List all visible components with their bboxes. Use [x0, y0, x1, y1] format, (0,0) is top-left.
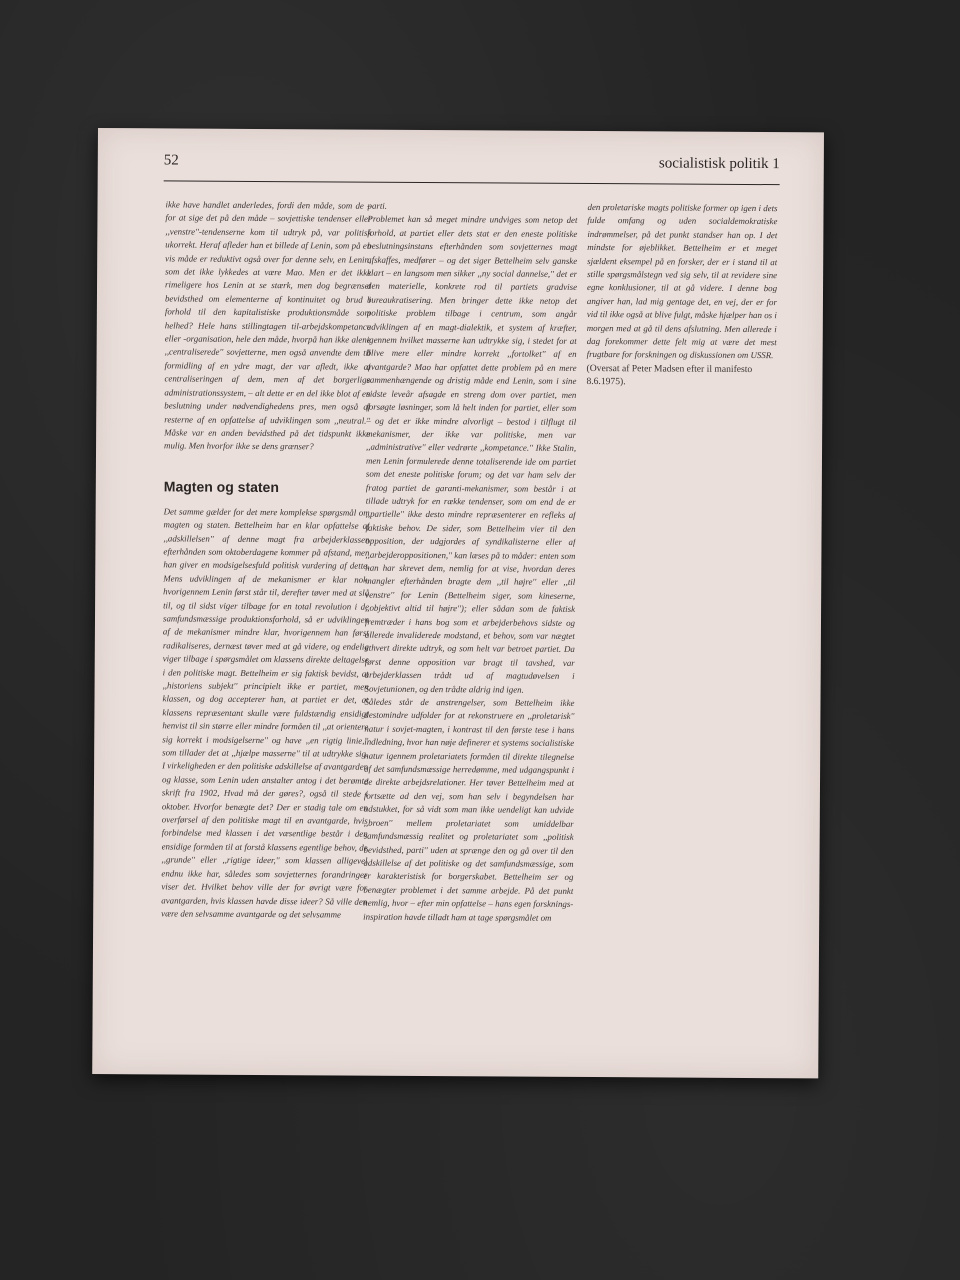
paragraph: Problemet kan så meget mindre undviges som netop det forhold, at partiet eller dets stat er den eneste politiske beslutningsinstans efterhånden som sovjetternes magt afskaffes, medfører – og det siger Bettelheim selv ganske klart – en langsom men sikker ,,ny social dannelse,'' det er den materielle, konkrete rod til partiets gradvise bureaukratisering. Men bringer dette ikke netop det politiske problem tilbage i centrum, som angår udviklingen af en magt-dialektik, et system af kræfter, igennem hvilket masserne kan udtrykke sig, i stedet for at blive mere eller mindre korrekt ,,fortolket'' af en avantgarde? Mao har opfattet dette problem på en mere sammenhængende og dristig måde end Lenin, som i sine sidste leveår afsagde en streng dom over partiet, men forsøgte løsninger, som lå helt inden for partiet, eller som – og det er ikke mindre alvorligt – bestod i tilflugt til mekanismer, der ikke var politiske, men var ,,administrative'' eller vedrørte ,,kompetance.'' Ikke Stalin, men Lenin formulerede denne totaliserende ide om partiet som det eneste politiske forum; og det var ham selv der fratog partiet de garanti-mekanismer, som består i at tillade udtryk for en række tendenser, som om end de er ,,partielle'' ikke desto mindre repræsenterer en refleks af faktiske behov. De sider, som Bettelheim vier til den opposition, der udgjordes af syndikalisterne eller af ,,arbejderoppositionen,'' kan læses på to måder: enten som han har skrevet dem, nemlig for at vise, hvordan deres mangler efterhånden bragte dem ,,til højre'' eller ,,til venstre'' for Lenin (Bettelheim siger, som kineserne, ,,objektivt altid til højre''); eller sådan som de faktisk fremtræder i hans bog som et arbejderbehovs sidste og allerede invaliderede modstand, et behov, som var nægtet ethvert direkte udtryk, og som helt var betroet partiet. Da først denne opposition var bragt til tavshed, var arbejderklassen trådt ud af magtudøvelsen i Sovjetunionen, og den trådte aldrig ind igen. [364, 214, 578, 695]
translator-note: (Oversat af Peter Madsen efter il manifesto 8.6.1975). [586, 362, 753, 388]
page-header [164, 150, 780, 185]
section-heading: Magten og staten [163, 478, 279, 495]
paragraph: Det samme gælder for det mere komplekse spørgsmål om magten og staten. Bettelheim har en klar opfattelse af ,,adskillelsen'' af denne magt fra arbejderklassen efterhånden som oktoberdagene kommer på afstand, men han giver en modsigelsesfuld politisk vurdering af dette. Mens udviklingen af de mekanismer er klar nok, hvorigennem Lenin først står til, derefter tøver med at slå til, og til sidst viger tilbage for en total revolution i de samfundsmæssige produktionsforhold, så er udviklingen af de mekanismer mindre klar, hvorigennem han først radikaliseres, dernæst tøver med at gå videre, og endelig viger tilbage i spørgsmålet om klassens direkte deltagelse i den politiske magt. Bettelheim er sig faktisk bevidst, at ,,historiens subjekt'' principielt ikke er partiet, men klassen, og dog accepterer han, at partiet er det, at klassens repræsentant skulle være fuldstændig ensidigt henvist til sin større eller mindre formåen til ,,at orientere sig korrekt i modsigelserne'' og have ,,en rigtig linie,'' som tillader det at ,,hjælpe masserne'' til at udtrykke sig. I virkeligheden er den politiske adskillelse af avantgarden og klasse, som Lenin uden anstalter antog i det berømte skrift fra 1902, Hvad må der gøres?, også til stede i oktober. Hvorfor benægte det? Der er stadig tale om en overførsel af den politiske magt til en avantgarde, hvis forbindelse med klassen i det væsentlige består i den ensidige formåen til at forstå klassens egentlige behov, de ,,grunde'' eller ,,rigtige ideer,'' som klassen alligevel endnu ikke har, således som sovjetternes forandringer viser det. Hvilket behov ville der for øvrigt være for avantgarden, hvis klassen havde disse ideer? Så ville den være den selvsamme avantgarde og det selvsamme [161, 506, 370, 920]
paragraph: Således står de anstrengelser, som Bettelheim ikke destomindre udfolder for at rekonstruere en ,,proletarisk'' natur i sovjet-magten, i kontrast til den første tese i hans indledning, hvor han nøje definerer et systems socialistiske natur igennem proletariatets formåen til direkte tilegnelse af det samfundsmæssige herredømme, med udgangspunkt i de direkte arbejdsrelationer. Her tøver Bettelheim med at fortsætte ad den vej, som han selv i begyndelsen har udstukket, for så vidt som man ikke uendeligt kan udvide ,,broen'' mellem proletariatet som umiddelbar samfundsmæssig realitet og proletariatet som ,,politisk bevidsthed, parti'' uden at sprænge den og gå over til den adskillelse af det politiske og det samfundsmæssige, som er karakteristisk for borgerskabet. Bettelheim ser og benægter problemet i det samme arbejde. På det punkt nemlig, hvor – efter min opfattelse – hans egen forsknings-inspiration havde tilladt ham at tage spørgsmålet om [363, 696, 575, 923]
page-number: 52 [163, 152, 179, 169]
magazine-page [92, 128, 824, 1078]
text-column-3 [582, 201, 777, 1052]
paragraph: den proletariske magts politiske former op igen i dets fulde omfang og uden socialdemokratiske indrømmelser, på det punkt standser han op. I det mindste for øjeblikket. Bettelheim er et meget sjældent eksempel på en forsker, der er i stand til at stille spørgsmålstegn ved sig selv, til at revidere sine egne konklusioner, til at gå videre. I denne bog angiver han, lad mig gentage det, en vej, der er for vid til ikke også at blive fulgt, måske hjælper han os i morgen med at gå til dens afslutning. Men allerede i dag forekommer dette felt mig at være det mest frugtbare for forskningen og diskussionen om USSR. [586, 201, 778, 361]
text-column-2 [362, 200, 577, 1051]
paragraph: ikke have handlet anderledes, fordi den måde, som de – for at sige det på den måde – sovjettiske tendenser eller ,,venstre''-tendenserne kom til udtryk på, var politisk ukorrekt. Heraf afleder han et billede af Lenin, som på en vis måde er reduktivt også over for denne selv, en Lenin, som det ikke lykkedes at være Mao. Men er det ikke rimeligere hos Lenin at se stærk, men dog begrænset bevidsthed om elementerne af kontinuitet og brud i forhold til den kapitalistiske produktionsmåde som helhed? Hele hans stillingtagen til-arbejdskompetance eller -organisation, hele den måde, hvorpå han ikke alene ,,centraliserede'' sovjetterne, men også anvendte dem til formidling af en ydre magt, der var afledt, ikke af centraliseringen af dem, men af det borgerlige administrationssystem, – alt dette er en del ikke blot af en beslutning under nødvendighedens pres, men også af resterne af en opfattelse af udviklingen som ,,neutral.'' Måske var en anden bevidsthed på det tidspunkt ikke mulig. Men hvorfor ikke se dens grænser? [164, 199, 372, 452]
journal-title: socialistisk politik 1 [658, 155, 780, 173]
text-column-1 [160, 198, 371, 1049]
paragraph: parti. [367, 200, 388, 211]
